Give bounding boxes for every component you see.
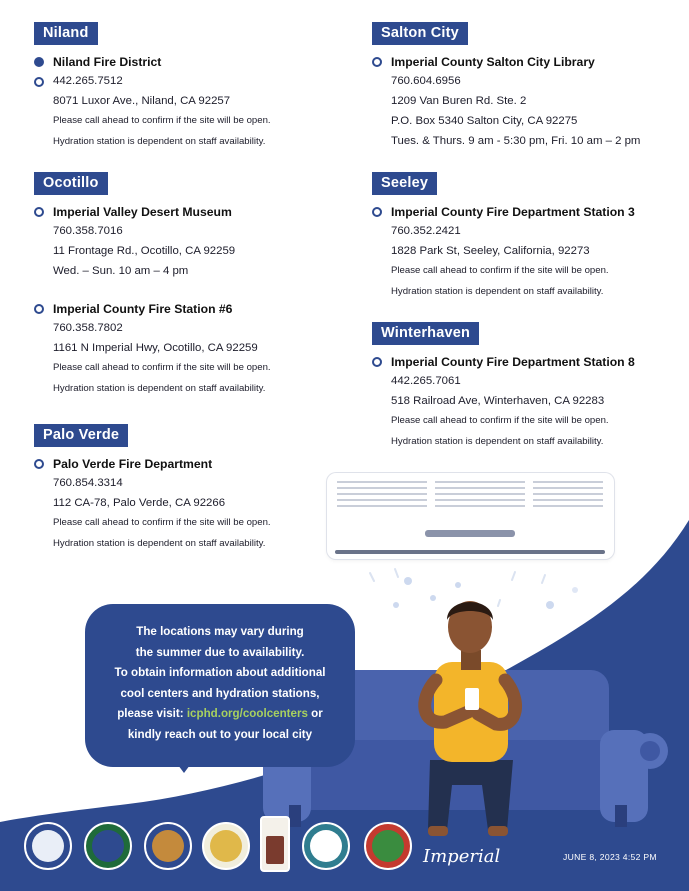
section-palo-verde: [34, 424, 344, 554]
site-entry: [34, 204, 344, 281]
section-header: Seeley: [372, 172, 437, 195]
site-name: Imperial County Salton City Library: [391, 55, 595, 69]
bubble-text-with-link: [95, 704, 345, 725]
site-entry: [34, 456, 344, 554]
site-phone: 760.358.7016: [53, 225, 123, 237]
section-seeley: [372, 172, 682, 302]
site-phone: 760.352.2421: [391, 225, 461, 237]
bubble-text: cool centers and hydration stations,: [120, 686, 320, 700]
city-of-brawley-seal-icon: [84, 822, 132, 870]
bubble-tail: [172, 757, 196, 773]
imperial-county-seal-icon: [144, 822, 192, 870]
section-header: Niland: [34, 22, 98, 45]
site-hours: Tues. & Thurs. 9 am - 5:30 pm, Fri. 10 am – 2 pm: [391, 135, 641, 147]
bubble-text: kindly reach out to your local city: [127, 727, 313, 741]
site-name: Imperial County Fire Department Station 3: [391, 205, 635, 219]
bubble-text: The locations may vary during: [136, 625, 304, 638]
site-note: Hydration station is dependent on staff availability.: [53, 382, 266, 394]
site-name: Imperial County Fire Department Station 8: [391, 355, 635, 369]
site-phone: 442.265.7061: [391, 375, 461, 387]
site-address: 112 CA-78, Palo Verde, CA 92266: [53, 497, 226, 509]
bubble-text: To obtain information about additional: [114, 666, 326, 679]
bullet-ring-icon: [34, 459, 44, 469]
site-phone: 760.358.7802: [53, 322, 123, 334]
site-note: Hydration station is dependent on staff availability.: [391, 285, 604, 297]
site-address: 8071 Luxor Ave., Niland, CA 92257: [53, 95, 231, 107]
site-hours: Wed. – Sun. 10 am – 4 pm: [53, 265, 189, 277]
site-phone: 760.854.3314: [53, 477, 123, 489]
imperial-logo-text: Imperial: [423, 846, 501, 867]
city-of-calexico-logo-icon: [260, 816, 290, 872]
city-of-imperial-seal-icon: [364, 822, 412, 870]
site-note: Hydration station is dependent on staff availability.: [53, 537, 266, 549]
city-of-holtville-seal-icon: [302, 822, 350, 870]
site-address-po-box: P.O. Box 5340 Salton City, CA 92275: [391, 115, 578, 127]
print-date: JUNE 8, 2023 4:52 PM: [563, 852, 657, 862]
city-of-el-centro-seal-icon: [202, 822, 250, 870]
site-address: 1161 N Imperial Hwy, Ocotillo, CA 92259: [53, 342, 258, 354]
air-conditioner-illustration: [327, 473, 614, 559]
bullet-ring-icon: [34, 304, 44, 314]
bullet-filled-icon: [34, 57, 44, 67]
site-note: Please call ahead to confirm if the site will be open.: [53, 517, 271, 528]
site-entry: [372, 204, 682, 302]
site-address: 1209 Van Buren Rd. Ste. 2: [391, 95, 527, 107]
bullet-ring-icon: [34, 207, 44, 217]
bullet-ring-icon: [372, 357, 382, 367]
site-note: Please call ahead to confirm if the site will be open.: [53, 362, 271, 373]
site-address: 1828 Park St, Seeley, California, 92273: [391, 245, 590, 257]
site-entry: [372, 354, 682, 452]
coolcenters-link[interactable]: icphd.org/coolcenters: [186, 707, 308, 720]
site-phone: 760.604.6956: [391, 75, 461, 87]
site-address: 518 Railroad Ave, Winterhaven, CA 92283: [391, 395, 605, 407]
site-note: Please call ahead to confirm if the site will be open.: [53, 115, 271, 126]
bullet-ring-icon: [372, 207, 382, 217]
site-name: Imperial County Fire Station #6: [53, 302, 233, 316]
site-phone: 442.265.7512: [53, 75, 123, 87]
section-niland: [34, 22, 344, 152]
section-salton-city: [372, 22, 682, 151]
site-address: 11 Frontage Rd., Ocotillo, CA 92259: [53, 245, 236, 257]
section-header: Ocotillo: [34, 172, 108, 195]
site-entry: [34, 301, 344, 399]
section-header: Winterhaven: [372, 322, 479, 345]
site-name: Palo Verde Fire Department: [53, 457, 213, 471]
bullet-ring-icon: [372, 57, 382, 67]
site-note: Please call ahead to confirm if the site will be open.: [391, 415, 609, 426]
info-speech-bubble: [85, 604, 355, 767]
site-name: Niland Fire District: [53, 55, 162, 69]
site-note: Please call ahead to confirm if the site will be open.: [391, 265, 609, 276]
section-ocotillo: [34, 172, 344, 399]
bubble-text: the summer due to availability.: [135, 645, 305, 659]
site-entry: [372, 54, 682, 151]
bullet-ring-icon: [34, 77, 44, 87]
bubble-text: or: [307, 707, 323, 720]
site-entry: [34, 54, 344, 152]
section-header: Palo Verde: [34, 424, 128, 447]
section-header: Salton City: [372, 22, 468, 45]
site-note: Hydration station is dependent on staff availability.: [391, 435, 604, 447]
public-health-seal-icon: [24, 822, 72, 870]
section-winterhaven: [372, 322, 682, 452]
site-note: Hydration station is dependent on staff availability.: [53, 135, 266, 147]
bubble-text: please visit:: [117, 707, 187, 720]
site-name: Imperial Valley Desert Museum: [53, 205, 232, 219]
